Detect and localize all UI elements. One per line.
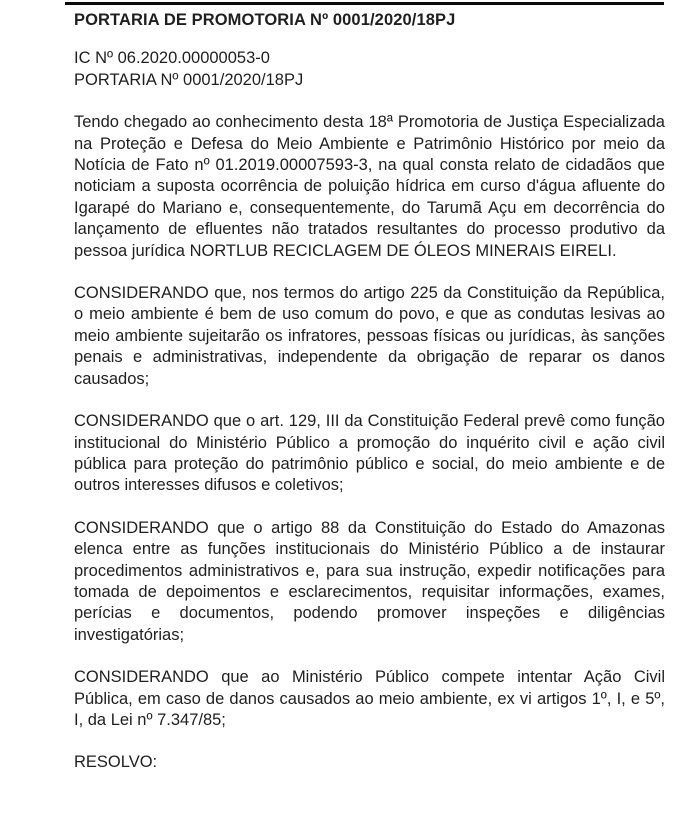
reference-block — [74, 48, 665, 91]
paragraph-considerando-3: CONSIDERANDO que o artigo 88 da Constituição do Estado do Amazonas elenca entre as funções institucionais do Ministério Público a de instaurar procedimentos administrativos e, para sua instrução, expedir notificações para tomada de depoimentos e esclarecimentos, requisitar informações, exames, perícias e documentos, podendo promover inspeções e diligências investigatórias; — [74, 518, 665, 644]
paragraph-considerando-1: CONSIDERANDO que, nos termos do artigo 225 da Constituição da República, o meio ambiente é bem de uso comum do povo, e que as condutas lesivas ao meio ambiente sujeitarão os infratores, pessoas físicas ou jurídicas, às sanções penais e administrativas, independente da obrigação de reparar os danos causados; — [74, 284, 665, 388]
top-rule — [65, 2, 664, 5]
document-title: PORTARIA DE PROMOTORIA Nº 0001/2020/18PJ — [74, 11, 456, 29]
ic-number: IC Nº 06.2020.00000053-0 — [74, 49, 270, 68]
resolution-label: RESOLVO: — [74, 753, 158, 772]
paragraph-preamble: Tendo chegado ao conhecimento desta 18ª Promotoria de Justiça Especializada na Proteção e Defesa do Meio Ambiente e Patrimônio Histórico por meio da Notícia de Fato nº 01.2019.00007593-3, na qual consta relato de cidadãos que noticiam a suposta ocorrência de poluição hídrica em curso d'água afluente do Igarapé do Mariano e, consequentemente, do Tarumã Açu em decorrência do lançamento de efluentes não tratados resultantes do processo produtivo da pessoa jurídica NORTLUB RECICLAGEM DE ÓLEOS MINERAIS EIRELI. — [74, 113, 665, 260]
paragraph-considerando-4: CONSIDERANDO que ao Ministério Público compete intentar Ação Civil Pública, em caso de danos causados ao meio ambiente, ex vi artigos 1º, I, e 5º, I, da Lei nº 7.347/85; — [74, 668, 665, 729]
portaria-number: PORTARIA Nº 0001/2020/18PJ — [74, 70, 304, 89]
document-content — [74, 10, 665, 774]
paragraph-considerando-2: CONSIDERANDO que o art. 129, III da Constituição Federal prevê como função institucional do Ministério Público a promoção do inquérito civil e ação civil pública para proteção do patrimônio público e social, do meio ambiente e de outros interesses difusos e coletivos; — [74, 412, 665, 495]
